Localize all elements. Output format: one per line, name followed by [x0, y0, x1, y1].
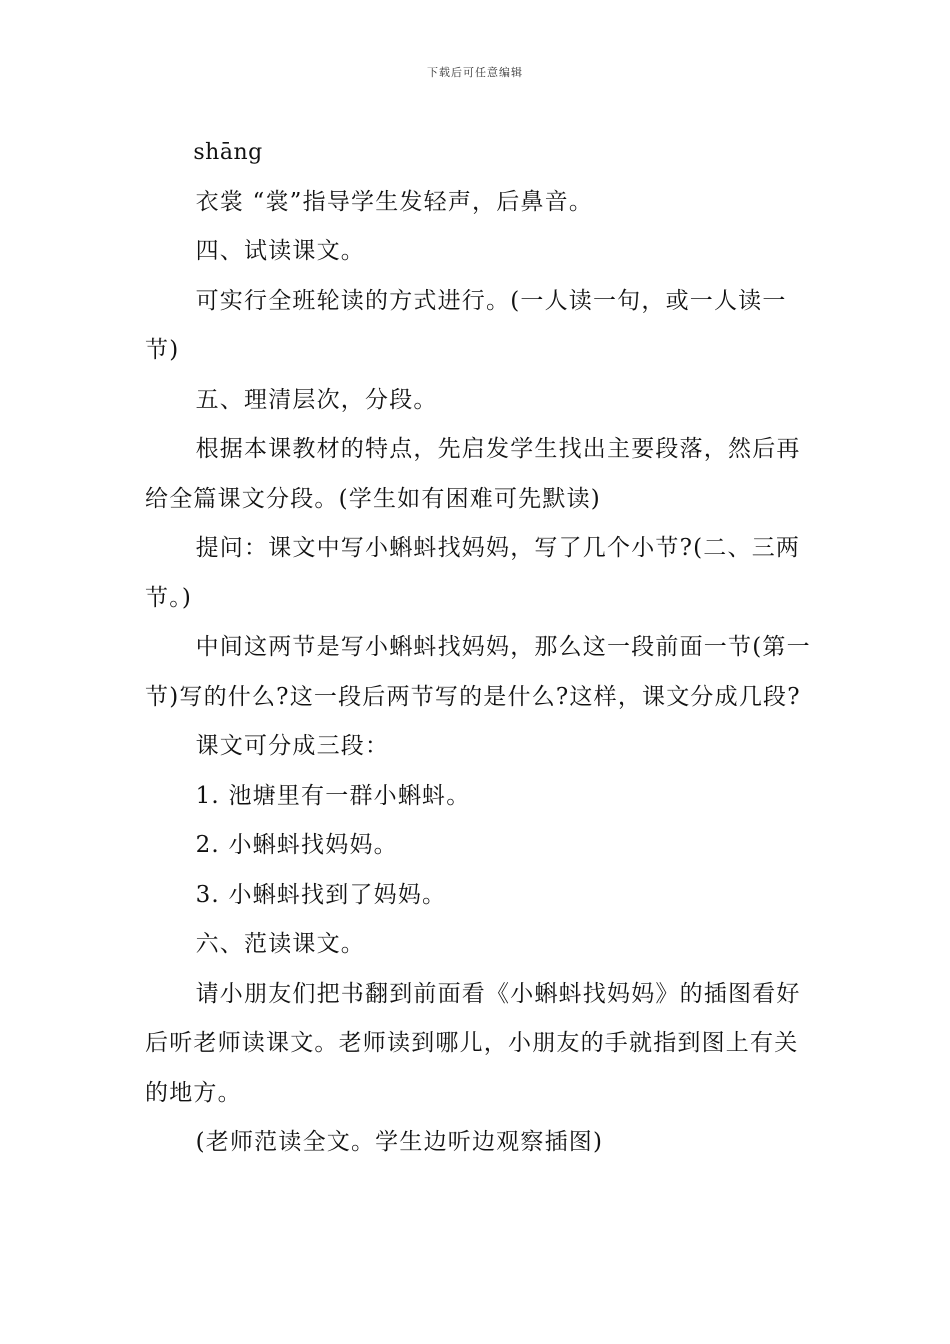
list-item: 1. 池塘里有一群小蝌蚪。 — [195, 782, 471, 809]
paragraph: 中间这两节是写小蝌蚪找妈妈，那么这一段前面一节(第一节)写的什么?这一段后两节写的是什么?这样，课文分成几段? — [145, 634, 811, 710]
section-heading-4: 四、试读课文。 — [195, 238, 365, 264]
section-heading-6: 六、范读课文。 — [195, 931, 365, 957]
section-heading-5: 五、理清层次，分段。 — [195, 386, 438, 413]
list-item: 3. 小蝌蚪找到了妈妈。 — [195, 881, 447, 908]
pinyin-annotation: shāng — [193, 140, 263, 165]
paragraph-vocab-note: 衣裳 “裳”指导学生发轻声，后鼻音。 — [195, 188, 594, 215]
paragraph-question: 提问：课文中写小蝌蚪找妈妈，写了几个小节?(二、三两节。) — [145, 535, 801, 611]
paragraph: 可实行全班轮读的方式进行。(一人读一句，或一人读一节) — [145, 287, 787, 363]
page-header: 下载后可任意编辑 — [427, 66, 523, 79]
paragraph: 课文可分成三段： — [195, 733, 390, 759]
document-body — [145, 128, 813, 1168]
list-item: 2. 小蝌蚪找妈妈。 — [195, 832, 398, 858]
paragraph: (老师范读全文。学生边听边观察插图) — [195, 1129, 604, 1155]
paragraph: 请小朋友们把书翻到前面看《小蝌蚪找妈妈》的插图看好后听老师读课文。老师读到哪儿，小朋友的手就指到图上有关的地方。 — [145, 980, 801, 1106]
paragraph: 根据本课教材的特点，先启发学生找出主要段落，然后再给全篇课文分段。(学生如有困难可先默读) — [145, 436, 801, 512]
